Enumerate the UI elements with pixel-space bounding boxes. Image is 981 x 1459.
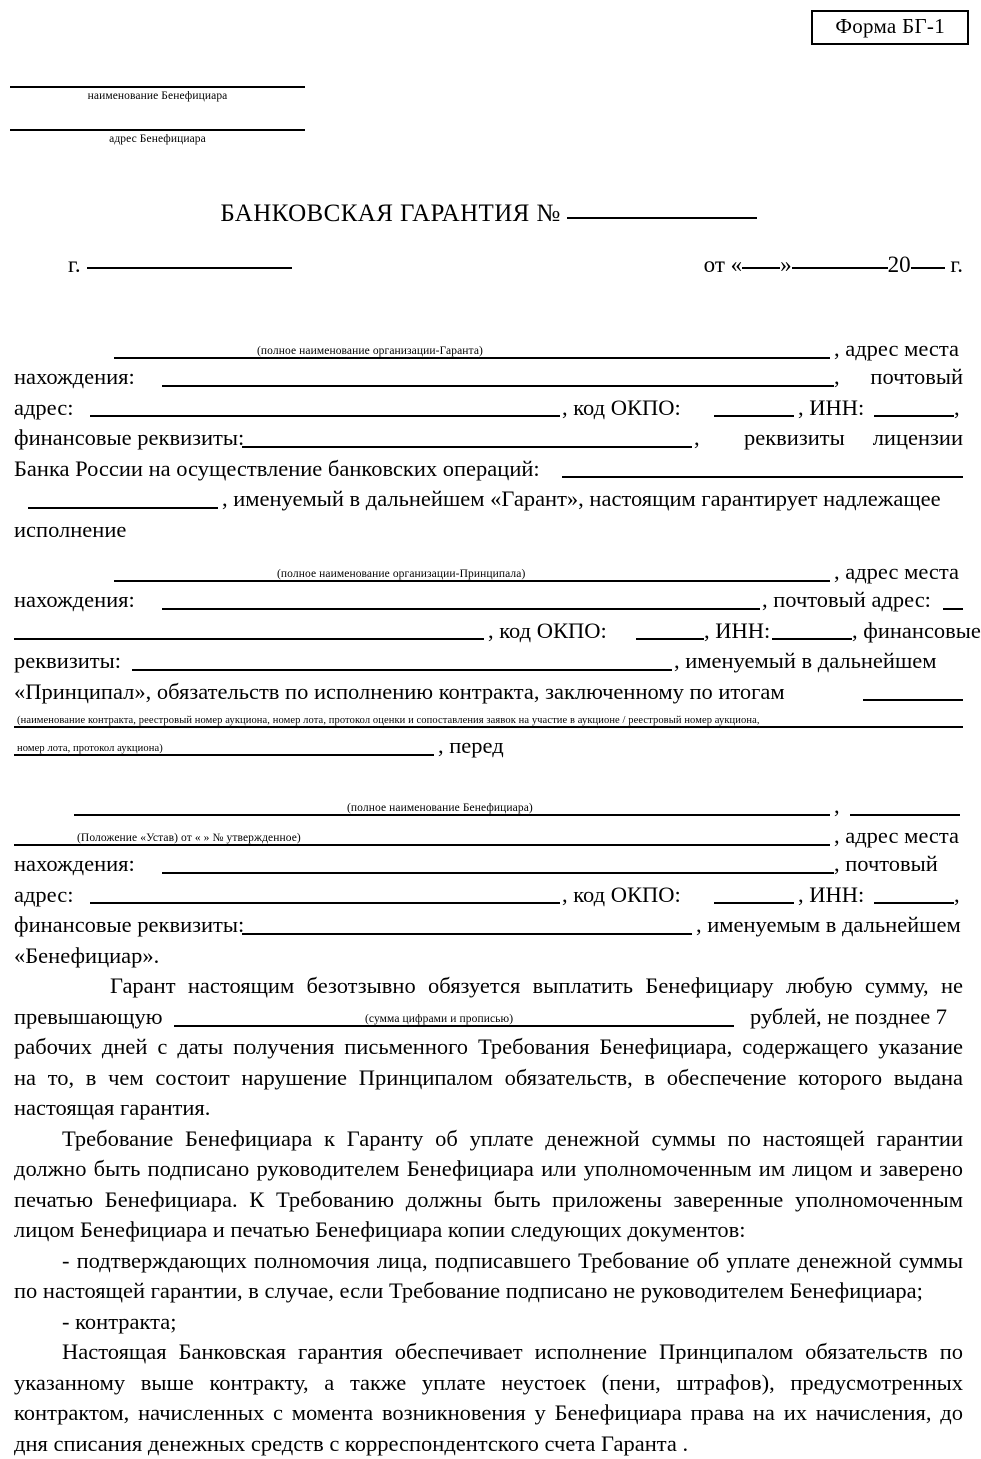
beneficiary-header-block (10, 86, 310, 145)
payment-sum-caption: (сумма цифрами и прописью) (362, 1014, 516, 1026)
guarantor-finance-label: финансовые реквизиты: (14, 425, 245, 450)
payment-sum-blank[interactable] (174, 1025, 734, 1027)
principal-postal-blank[interactable] (14, 620, 484, 640)
payment-line3: рабочих дней с даты получения письменного Требования Бенефициара, содержащего указание (14, 1034, 963, 1059)
document-title-text: БАНКОВСКАЯ ГАРАНТИЯ № (220, 200, 561, 227)
beneficiary-inn-comma: , (954, 881, 960, 907)
guarantor-inn-label: , ИНН: (798, 394, 865, 420)
contract-caption-line2-wrap (14, 731, 963, 759)
beneficiary-address-caption: адрес Бенефициара (109, 132, 206, 145)
beneficiary-postal-label: адрес: (14, 881, 74, 907)
beneficiary-location-blank[interactable] (162, 854, 834, 874)
principal-finance-row (14, 646, 963, 677)
beneficiary-postal-blank[interactable] (90, 884, 560, 904)
form-number-label: Форма БГ-1 (811, 10, 969, 45)
beneficiary-inn-blank[interactable] (874, 884, 954, 904)
principal-name-line (14, 559, 963, 585)
city-date-row (0, 252, 977, 286)
guarantor-okpo-blank[interactable] (714, 397, 794, 417)
guarantor-location-row (14, 362, 963, 393)
beneficiary-full-name-blank[interactable] (74, 814, 830, 816)
date-year: 20 (887, 252, 911, 277)
payment-sum-suffix: рублей, не позднее 7 (750, 1003, 948, 1029)
demand-bullet-2: - контракта; (62, 1308, 177, 1334)
contract-caption-line1: (наименование контракта, реестровый номер аукциона, номер лота, протокол оценки и сопоставления заявок на участие в аукционе / реестровый номер аукциона, (14, 716, 763, 727)
beneficiary-location-label: нахождения: (14, 851, 135, 876)
contract-before-text: , перед (438, 732, 504, 758)
principal-finance-tail: , именуемый в дальнейшем (674, 648, 937, 673)
beneficiary-charter-caption: (Положение «Устав) от « » № утвержденное) (74, 833, 304, 845)
beneficiary-finance-tail: , именуемым в дальнейшем (696, 912, 961, 937)
guarantor-postal-blank[interactable] (90, 397, 560, 417)
guarantor-execution-word: исполнение (14, 516, 127, 542)
document-title (0, 200, 977, 228)
beneficiary-finance-row (14, 910, 963, 941)
beneficiary-charter-blank-start[interactable] (850, 814, 960, 816)
demand-paragraph: Требование Бенефициара к Гаранту об уплате денежной суммы по настоящей гарантии должно быть подписано руководителем Бенефициара или уполномоченным им лицом и заверено печатью Бенефициара. К Требованию должны быть приложены заверенные уполномоченным лицом Бенефициара и печатью Бенефициара копии следующих документов: (14, 1125, 963, 1242)
principal-okpo-label: , код ОКПО: (488, 617, 607, 643)
document-body (14, 335, 981, 1459)
date-prefix: от « (703, 252, 743, 277)
payment-line1: Гарант настоящим безотзывно обязуется выплатить Бенефициару любую сумму, не (110, 973, 963, 998)
guarantor-closing-text: , именуемый в дальнейшем «Гарант», настоящим гарантирует надлежащее (222, 486, 941, 511)
guarantee-number-blank[interactable] (567, 217, 757, 219)
guarantor-inn-comma: , (954, 394, 960, 420)
payment-line5: настоящая гарантия. (14, 1095, 211, 1120)
form-number-box (811, 10, 969, 45)
guarantor-postal-label: адрес: (14, 394, 74, 420)
principal-location-blank[interactable] (162, 590, 760, 610)
beneficiary-charter-line (14, 819, 963, 849)
guarantor-closing-row (14, 484, 963, 515)
beneficiary-okpo-blank[interactable] (714, 884, 794, 904)
contract-caption-line1-wrap (14, 707, 963, 731)
guarantor-inn-blank[interactable] (874, 397, 954, 417)
guarantor-name-line (14, 336, 963, 362)
beneficiary-inn-label: , ИНН: (798, 881, 865, 907)
beneficiary-full-name-caption: (полное наименование Бенефициара) (344, 803, 536, 815)
principal-finance-blank[interactable] (132, 651, 672, 671)
guarantor-finance-row (14, 423, 963, 454)
principal-contract-text: «Принципал», обязательств по исполнению контракта, заключенному по итогам (14, 678, 785, 704)
principal-location-row (14, 585, 963, 616)
guarantor-license-label: Банка России на осуществление банковских операций: (14, 455, 540, 481)
principal-okpo-blank[interactable] (636, 620, 704, 640)
beneficiary-finance-label: финансовые реквизиты: (14, 912, 245, 937)
guarantor-postal-row (14, 393, 963, 424)
guarantor-location-blank[interactable] (162, 367, 834, 387)
guarantor-execution-row (14, 515, 963, 546)
guarantor-license-blank[interactable] (562, 458, 963, 478)
guarantor-finance-blank[interactable] (242, 428, 692, 448)
principal-finance-label: реквизиты: (14, 648, 121, 673)
guarantor-name-blank[interactable] (114, 357, 830, 359)
beneficiary-name-comma: , (834, 792, 840, 818)
beneficiary-term-text: «Бенефициар». (14, 942, 160, 968)
date-field (704, 252, 963, 278)
contract-caption-line2: номер лота, протокол аукциона) (14, 744, 166, 755)
principal-inn-label: , ИНН: (704, 617, 771, 643)
beneficiary-charter-tail: , адрес места (834, 822, 959, 848)
payment-line4-row (14, 1063, 963, 1094)
guarantor-location-label: нахождения: (14, 364, 135, 389)
contract-caption-rule2[interactable] (14, 754, 434, 756)
date-month-blank[interactable] (792, 267, 888, 269)
city-label: г. (68, 252, 81, 277)
guarantor-license-blank-cont[interactable] (28, 489, 218, 509)
principal-name-tail: , адрес места (834, 558, 959, 584)
principal-okpo-row (14, 616, 981, 647)
principal-name-caption: (полное наименование организации-Принципала) (274, 569, 528, 581)
beneficiary-location-row (14, 849, 963, 880)
date-year-blank[interactable] (911, 267, 945, 269)
demand-bullet-1: - подтверждающих полномочия лица, подписавшего Требование об уплате денежной суммы по настоящей гарантии, в случае, если Требование подписано не руководителем Бенефициара; (14, 1247, 963, 1303)
principal-postal-label: , почтовый адрес: (762, 587, 931, 612)
beneficiary-postal-word: , почтовый (834, 851, 938, 876)
principal-postal-blank-start[interactable] (943, 590, 963, 610)
principal-inn-blank[interactable] (772, 620, 852, 640)
payment-line3-row (14, 1032, 963, 1063)
payment-sum-prefix: превышающую (14, 1003, 163, 1029)
principal-contract-blank[interactable] (863, 681, 963, 701)
beneficiary-name-line (14, 793, 963, 819)
principal-contract-row (14, 677, 963, 708)
beneficiary-okpo-label: , код ОКПО: (562, 881, 681, 907)
beneficiary-charter-blank[interactable] (14, 844, 830, 846)
guarantor-name-caption: (полное наименование организации-Гаранта) (254, 346, 486, 358)
payment-sum-row (14, 1002, 963, 1033)
beneficiary-name-caption: наименование Бенефициара (87, 90, 228, 102)
beneficiary-finance-blank[interactable] (242, 915, 692, 935)
guarantor-postal-word: почтовый (870, 364, 963, 389)
principal-name-blank[interactable] (114, 580, 830, 582)
contract-caption-rule1[interactable] (14, 726, 963, 728)
date-quote-close: » (780, 252, 792, 277)
guarantor-license-word1: реквизиты (744, 425, 845, 450)
date-day-blank[interactable] (742, 267, 780, 269)
guarantor-license-row (14, 454, 963, 485)
principal-finance-word: , финансовые (852, 617, 981, 643)
closing-paragraph: Настоящая Банковская гарантия обеспечивает исполнение Принципалом обязательств по указанному выше контракту, а также уплате неустоек (пени, штрафов), предусмотренных контрактом, начисленных с момента возникновения у Бенефициара права на их начисления, до дня списания денежных средств с корреспондентского счета Гаранта . (14, 1339, 963, 1456)
date-suffix: г. (950, 252, 963, 277)
principal-location-label: нахождения: (14, 587, 135, 612)
guarantor-location-comma: , (834, 364, 840, 389)
beneficiary-postal-row (14, 880, 963, 911)
guarantor-name-tail: , адрес места (834, 335, 959, 361)
header-spacer (10, 103, 310, 129)
city-field (68, 252, 292, 278)
guarantor-finance-comma: , (694, 425, 700, 450)
city-blank[interactable] (87, 267, 292, 269)
payment-line5-row (14, 1093, 963, 1124)
guarantor-okpo-label: , код ОКПО: (562, 394, 681, 420)
guarantor-license-word2: лицензии (872, 425, 963, 450)
payment-line4: на то, в чем состоит нарушение Принципалом обязательств, в обеспечение которого выдана (14, 1064, 963, 1090)
payment-line1-row (14, 971, 963, 1002)
beneficiary-term-row (14, 941, 963, 972)
